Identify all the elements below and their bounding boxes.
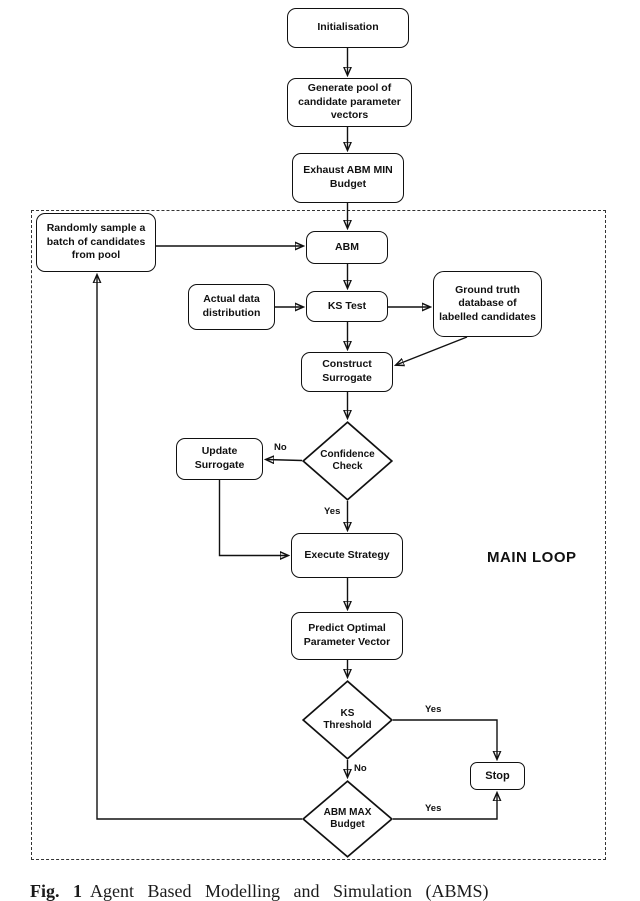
node-predict-optimal (291, 612, 403, 660)
node-abm-label: ABM (335, 240, 359, 253)
node-confidence-check-label: Confidence Check (320, 448, 375, 472)
node-ks-threshold-label: KS Threshold (323, 707, 372, 731)
node-initialisation-label: Initialisation (317, 21, 379, 34)
edge-label-ks-threshold-yes: Yes (425, 704, 442, 715)
node-generate-pool (287, 78, 412, 127)
node-ground-truth (433, 271, 542, 337)
node-stop-label: Stop (485, 769, 510, 782)
node-confidence-check (302, 421, 393, 501)
figure-caption-prefix: Fig. 1 (30, 881, 82, 901)
figure-caption-text: Agent Based Modelling and Simulation (ABMS) (90, 881, 489, 901)
node-execute-strategy-label: Execute Strategy (304, 548, 390, 561)
node-ks-test-label: KS Test (327, 299, 367, 312)
node-exhaust-budget-label: Exhaust ABM MIN Budget (303, 164, 393, 190)
node-ks-threshold (302, 680, 393, 760)
node-predict-optimal-label: Predict Optimal Parameter Vector (303, 622, 391, 648)
edge-label-ks-threshold-no: No (354, 763, 367, 774)
node-update-surrogate-label: Update Surrogate (194, 445, 245, 471)
node-abm-max-budget (302, 780, 393, 858)
node-actual-data (188, 284, 275, 330)
node-construct-surrogate (301, 352, 393, 392)
node-ground-truth-label: Ground truth database of labelled candidates (439, 283, 536, 323)
edge-label-confidence-yes: Yes (324, 506, 341, 517)
node-abm-max-budget-label: ABM MAX Budget (323, 806, 372, 830)
node-random-sample-label: Randomly sample a batch of candidates from pool (46, 222, 146, 262)
node-construct-surrogate-label: Construct Surrogate (322, 358, 372, 384)
main-loop-title: MAIN LOOP (487, 549, 577, 566)
node-stop (470, 762, 525, 790)
node-exhaust-budget (292, 153, 404, 203)
node-random-sample (36, 213, 156, 272)
edge-label-confidence-no: No (274, 442, 287, 453)
node-abm (306, 231, 388, 264)
node-actual-data-label: Actual data distribution (202, 293, 261, 319)
figure-caption (30, 881, 615, 901)
node-ks-test (306, 291, 388, 322)
node-update-surrogate (176, 438, 263, 480)
node-initialisation (287, 8, 409, 48)
edge-label-abm-max-yes: Yes (425, 803, 442, 814)
node-execute-strategy (291, 533, 403, 578)
node-generate-pool-label: Generate pool of candidate parameter vectors (298, 82, 401, 122)
